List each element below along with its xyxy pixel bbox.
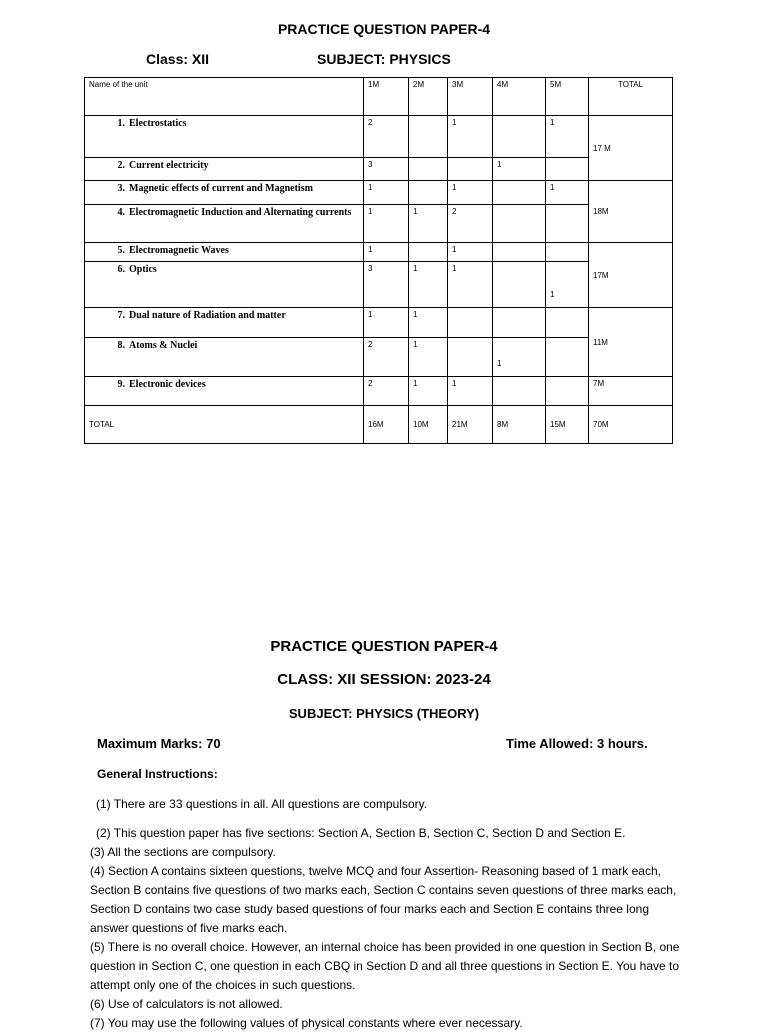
maximum-marks: Maximum Marks: 70	[97, 736, 221, 751]
page1-title: PRACTICE QUESTION PAPER-4	[277, 21, 491, 37]
table-row	[85, 205, 673, 243]
unit-name	[85, 116, 364, 158]
table-row	[85, 377, 673, 406]
cell-3m: 1	[448, 181, 493, 205]
time-allowed: Time Allowed: 3 hours.	[506, 736, 648, 751]
page2-title: PRACTICE QUESTION PAPER-4	[270, 638, 498, 655]
instruction-3: (3) All the sections are compulsory.	[90, 845, 276, 859]
cell-5m	[546, 158, 589, 181]
cell-4m	[493, 243, 546, 262]
grand-total: 70M	[589, 406, 673, 444]
unit-label: Magnetic effects of current and Magnetism	[129, 183, 313, 194]
total-3m: 21M	[448, 406, 493, 444]
unit-number: 7.	[117, 310, 125, 321]
unit-number: 4.	[117, 207, 125, 218]
unit-name	[85, 338, 364, 377]
instruction-5: (5) There is no overall choice. However, an internal choice has been provided in one question in Section B, one question in Section C, one question in each CBQ in Section D and all three questions in Section E. You have to attempt only one of the choices in such questions.	[90, 940, 680, 992]
unit-number: 6.	[117, 264, 125, 275]
unit-name	[85, 205, 364, 243]
cell-4m	[493, 377, 546, 406]
instruction-1: (1) There are 33 questions in all. All questions are compulsory.	[96, 797, 428, 811]
cell-3m: 1	[448, 116, 493, 158]
unit-number: 5.	[117, 245, 125, 256]
unit-number: 1.	[117, 118, 125, 129]
group-total: 18M	[589, 181, 673, 243]
cell-1m: 3	[364, 262, 409, 308]
subject-theory: SUBJECT: PHYSICS (THEORY)	[288, 706, 480, 721]
unit-name	[85, 308, 364, 338]
instruction-2: (2) This question paper has five sections: Section A, Section B, Section C, Section D and Section E.	[96, 826, 626, 840]
cell-2m	[409, 158, 448, 181]
total-1m: 16M	[364, 406, 409, 444]
total-label: TOTAL	[85, 406, 364, 444]
cell-4m	[493, 308, 546, 338]
cell-4m	[493, 181, 546, 205]
cell-2m: 1	[409, 377, 448, 406]
cell-5m	[546, 205, 589, 243]
cell-5m: 1	[546, 262, 589, 308]
header-3m: 3M	[448, 78, 493, 116]
cell-5m: 1	[546, 116, 589, 158]
cell-3m: 2	[448, 205, 493, 243]
unit-label: Optics	[129, 264, 157, 275]
cell-1m: 2	[364, 377, 409, 406]
cell-2m: 1	[409, 262, 448, 308]
cell-4m	[493, 205, 546, 243]
header-total: TOTAL	[589, 78, 673, 116]
class-session: CLASS: XII SESSION: 2023-24	[277, 671, 491, 688]
table-row	[85, 338, 673, 377]
unit-number: 8.	[117, 340, 125, 351]
table-row	[85, 116, 673, 158]
cell-5m	[546, 308, 589, 338]
instruction-6: (6) Use of calculators is not allowed.	[90, 997, 283, 1011]
cell-4m: 1	[493, 158, 546, 181]
group-total: 7M	[589, 377, 673, 406]
unit-label: Current electricity	[129, 160, 209, 171]
table-row	[85, 262, 673, 308]
table-row	[85, 308, 673, 338]
instruction-4: (4) Section A contains sixteen questions, twelve MCQ and four Assertion- Reasoning based of 1 mark each, Section B contains five questions of two marks each, Section C contains seven questions of three marks each, Section D contains two case study based questions of four marks each and Section E contains three long answer questions of five marks each.	[90, 864, 677, 935]
cell-5m	[546, 377, 589, 406]
cell-3m: 1	[448, 377, 493, 406]
header-unit: Name of the unit	[85, 78, 364, 116]
unit-label: Electromagnetic Induction and Alternating currents	[129, 207, 352, 218]
total-2m: 10M	[409, 406, 448, 444]
cell-1m: 1	[364, 205, 409, 243]
instruction-7: (7) You may use the following values of physical constants where ever necessary.	[90, 1016, 523, 1030]
total-5m: 15M	[546, 406, 589, 444]
unit-name	[85, 262, 364, 308]
header-5m: 5M	[546, 78, 589, 116]
unit-label: Electromagnetic Waves	[129, 245, 229, 256]
unit-number: 2.	[117, 160, 125, 171]
unit-name	[85, 377, 364, 406]
unit-label: Electronic devices	[129, 379, 206, 390]
cell-1m: 2	[364, 116, 409, 158]
cell-4m	[493, 262, 546, 308]
cell-1m: 3	[364, 158, 409, 181]
cell-2m: 1	[409, 308, 448, 338]
table-row	[85, 243, 673, 262]
cell-4m: 1	[493, 338, 546, 377]
unit-number: 3.	[117, 183, 125, 194]
cell-5m	[546, 338, 589, 377]
unit-name	[85, 243, 364, 262]
cell-2m	[409, 116, 448, 158]
instructions-list	[90, 843, 690, 1033]
cell-2m	[409, 181, 448, 205]
unit-label: Atoms & Nuclei	[129, 340, 198, 351]
cell-1m: 1	[364, 243, 409, 262]
table-row	[85, 181, 673, 205]
cell-4m	[493, 116, 546, 158]
cell-1m: 1	[364, 308, 409, 338]
cell-5m	[546, 243, 589, 262]
unit-name	[85, 158, 364, 181]
header-1m: 1M	[364, 78, 409, 116]
cell-3m	[448, 158, 493, 181]
unit-name	[85, 181, 364, 205]
cell-1m: 1	[364, 181, 409, 205]
cell-3m: 1	[448, 262, 493, 308]
table-row	[85, 158, 673, 181]
group-total: 17 M	[589, 116, 673, 181]
cell-1m: 2	[364, 338, 409, 377]
group-total: 17M	[589, 243, 673, 308]
total-4m: 8M	[493, 406, 546, 444]
unit-label: Electrostatics	[129, 118, 187, 129]
cell-2m	[409, 243, 448, 262]
cell-3m	[448, 338, 493, 377]
cell-2m: 1	[409, 338, 448, 377]
header-4m: 4M	[493, 78, 546, 116]
general-instructions-heading: General Instructions:	[97, 767, 218, 781]
unit-label: Dual nature of Radiation and matter	[129, 310, 286, 321]
blueprint-table	[84, 77, 673, 444]
group-total: 11M	[589, 308, 673, 377]
cell-2m: 1	[409, 205, 448, 243]
subject-label: SUBJECT: PHYSICS	[317, 51, 451, 67]
cell-3m	[448, 308, 493, 338]
class-label: Class: XII	[146, 51, 210, 67]
unit-number: 9.	[117, 379, 125, 390]
header-2m: 2M	[409, 78, 448, 116]
table-header-row	[85, 78, 673, 116]
cell-5m: 1	[546, 181, 589, 205]
cell-3m: 1	[448, 243, 493, 262]
total-row	[85, 406, 673, 444]
